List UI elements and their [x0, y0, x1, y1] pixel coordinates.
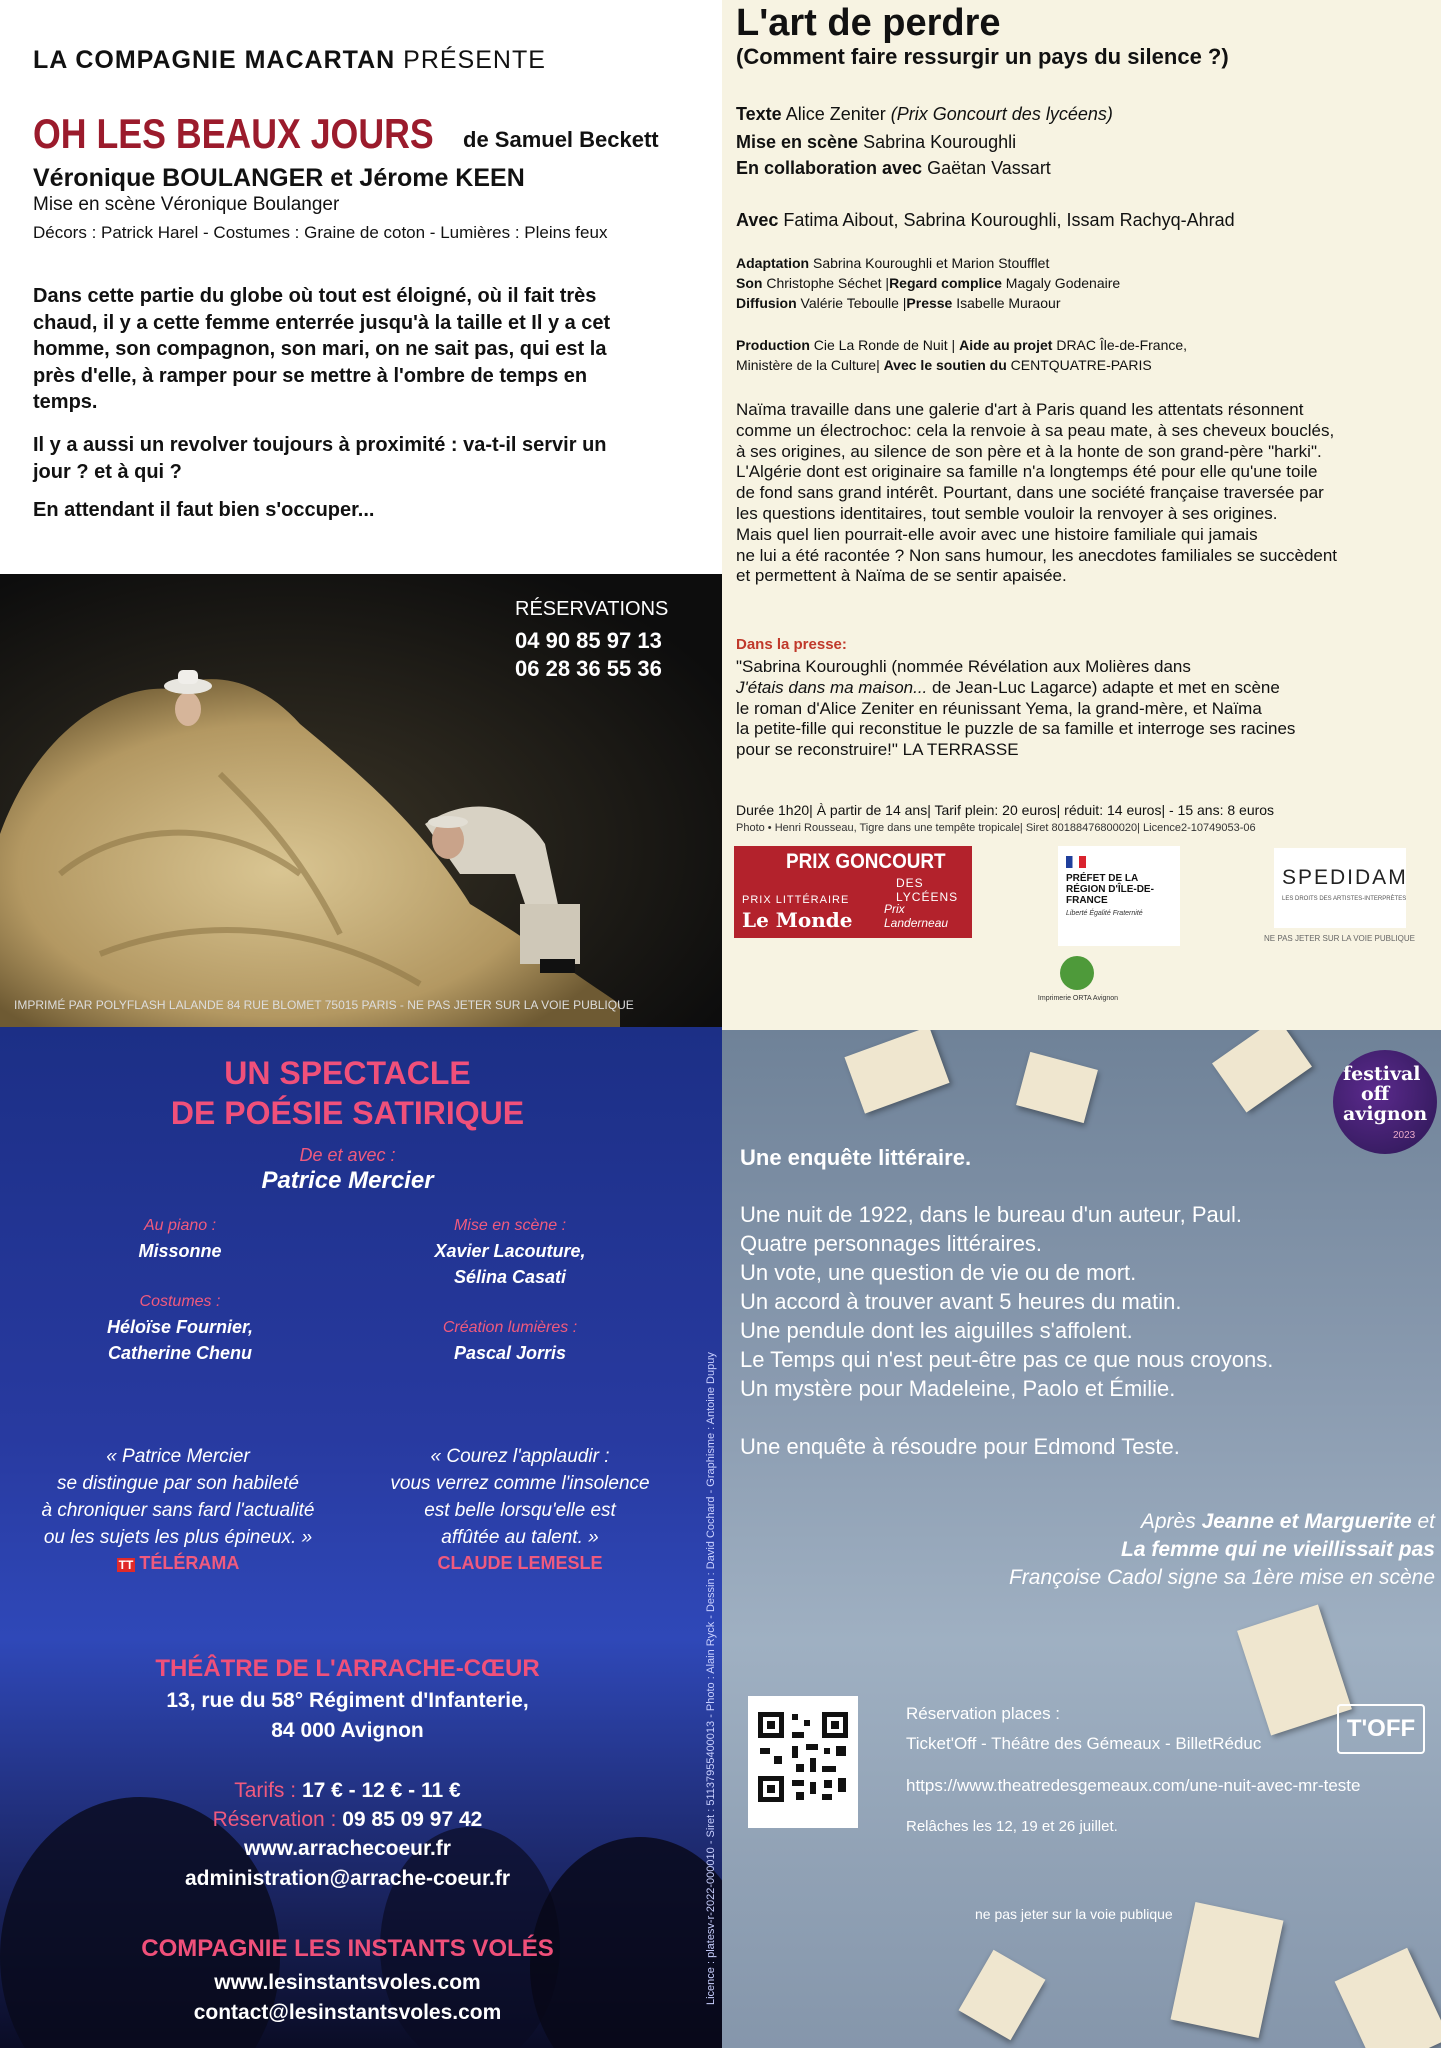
costumes-label: Costumes :: [139, 1293, 221, 1310]
source-telerama: TT TÉLÉRAMA: [118, 1553, 240, 1573]
art-de-perdre-flyer: [722, 0, 1441, 1030]
costumes-value-1: Héloïse Fournier,: [106, 1317, 254, 1337]
mise-label: Mise en scène :: [453, 1217, 567, 1234]
legal-info: Photo • Henri Rousseau, Tigre dans une tempête tropicale| Siret 80188476800020| Licence2-10749053-06: [736, 822, 1256, 834]
printer-credit: Imprimerie ORTA Avignon: [1037, 995, 1119, 1002]
credit-mise: Mise en scène Sabrina Kouroughli: [736, 132, 1017, 152]
show-author: de Samuel Beckett: [463, 127, 659, 152]
qr-code-icon[interactable]: [748, 1696, 858, 1828]
story-line: Une nuit de 1922, dans le bureau d'un auteur, Paul.: [740, 1202, 1243, 1227]
costumes-value-2: Catherine Chenu: [107, 1343, 253, 1363]
credit-adapt: Adaptation Sabrina Kouroughli et Marion Stoufflet: [736, 255, 1050, 271]
reservations-label: RÉSERVATIONS: [515, 598, 669, 620]
source-lemesle: CLAUDE LEMESLE: [437, 1553, 603, 1573]
telerama-tt-icon: TT: [118, 1558, 134, 1572]
theatre-name: THÉÂTRE DE L'ARRACHE-CŒUR: [155, 1655, 540, 1682]
previous-work-2: La femme qui ne vieillissait pas: [1121, 1538, 1435, 1561]
flying-page: [1212, 1030, 1312, 1113]
edmond-line: Une enquête à résoudre pour Edmond Teste.: [740, 1434, 1180, 1459]
compagnie-name: COMPAGNIE LES INSTANTS VOLÉS: [141, 1935, 554, 1962]
flying-page: [1335, 1948, 1441, 2048]
story-line: Le Temps qui n'est peut-être pas ce que nous croyons.: [740, 1347, 1274, 1372]
website-2[interactable]: www.lesinstantsvoles.com: [214, 1971, 481, 1994]
quote-lemesle: « Courez l'applaudir : vous verrez comme l'insolence est belle lorsqu'elle est affûtée au talent. »: [390, 1446, 650, 1548]
website[interactable]: www.arrachecoeur.fr: [244, 1837, 451, 1860]
legal-vertical: Licence : platesv-r-2022-000010 - Siret : 51137955400013 - Photo : Alain Ryck - Dessin : David Cochard - Graphisme : Antoine Dupuy: [705, 1352, 717, 2005]
story-line: Un accord à trouver avant 5 heures du matin.: [740, 1289, 1182, 1314]
address-2: 84 000 Avignon: [271, 1719, 424, 1742]
paragraph-3: En attendant il faut bien s'occuper...: [33, 499, 375, 521]
paragraph-2: Il y a aussi un revolver toujours à proximité : va-t-il servir un jour ? et à qui ?: [33, 434, 607, 483]
email[interactable]: administration@arrache-coeur.fr: [184, 1867, 511, 1890]
printer-notice: IMPRIMÉ PAR POLYFLASH LALANDE 84 RUE BLOMET 75015 PARIS - NE PAS JETER SUR LA VOIE PUBLIQUE: [14, 998, 634, 1012]
actors: Véronique BOULANGER et Jérome KEEN: [33, 164, 525, 192]
credit-production: Production Cie La Ronde de Nuit | Aide au projet DRAC Île-de-France,: [736, 337, 1188, 353]
credit-avec: Avec Fatima Aibout, Sabrina Kouroughli, Issam Rachyq-Ahrad: [736, 210, 1235, 230]
poesie-flyer: [0, 1027, 722, 2048]
phone-2: 06 28 36 55 36: [515, 656, 662, 681]
paragraph-1: Dans cette partie du globe où tout est éloigné, où il fait très chaud, il y a cette femme enterrée jusqu'à la taille et Il y a cet homme, son compagnon, son mari, on ne sait pas, qui est la près d'elle, à ramper pour se mettre à l'ombre de temps en temps.: [33, 285, 611, 413]
reservation: Réservation : 09 85 09 97 42: [212, 1808, 483, 1831]
performer-name: Patrice Mercier: [261, 1167, 434, 1194]
show-title: OH LES BEAUX JOURS: [33, 110, 434, 157]
quote-telerama: « Patrice Mercier se distingue par son habileté à chroniquer sans fard l'actualité ou les sujets les plus épineux. »: [41, 1446, 315, 1548]
imprim-vert-icon: [1060, 956, 1094, 990]
macartan-photo-panel: [0, 574, 722, 1027]
show-subtitle: (Comment faire ressurgir un pays du silence ?): [736, 44, 1229, 69]
flying-page: [844, 1030, 949, 1114]
story-line: Une pendule dont les aiguilles s'affolent.: [740, 1318, 1133, 1343]
reservation-label: Réservation places :: [906, 1704, 1061, 1723]
piano-value: Missonne: [138, 1241, 222, 1261]
company-name: LA COMPAGNIE MACARTAN PRÉSENTE: [33, 46, 546, 74]
reservation-where: Ticket'Off - Théâtre des Gémeaux - BilletRéduc: [906, 1734, 1262, 1753]
ne-pas-jeter-notice: ne pas jeter sur la voie publique: [975, 1906, 1173, 1922]
address-1: 13, rue du 58° Régiment d'Infanterie,: [166, 1689, 529, 1712]
mise-value-2: Sélina Casati: [453, 1267, 567, 1287]
piano-label: Au piano :: [143, 1217, 217, 1234]
mise-value-1: Xavier Lacouture,: [434, 1241, 586, 1261]
ne-pas-jeter-notice: NE PAS JETER SUR LA VOIE PUBLIQUE: [1264, 934, 1416, 943]
credit-collab: En collaboration avec Gaëtan Vassart: [736, 158, 1051, 178]
practical-info: Durée 1h20| À partir de 14 ans| Tarif plein: 20 euros| réduit: 14 euros| - 15 ans: 8 euros: [736, 802, 1275, 818]
credit-diffusion: Diffusion Valérie Teboulle |Presse Isabelle Muraour: [736, 295, 1061, 311]
credit-soutien: Ministère de la Culture| Avec le soutien du CENTQUATRE-PARIS: [736, 357, 1152, 373]
reservation-url[interactable]: https://www.theatredesgemeaux.com/une-nuit-avec-mr-teste: [906, 1776, 1361, 1795]
director-line: Françoise Cadol signe sa 1ère mise en scène: [1008, 1566, 1435, 1589]
macartan-flyer: [0, 0, 722, 574]
show-title: L'art de perdre: [736, 2, 1001, 44]
festival-off-avignon-logo: festival off avignon 2023: [1333, 1050, 1437, 1154]
story-line: Quatre personnages littéraires.: [740, 1231, 1043, 1256]
relaches: Relâches les 12, 19 et 26 juillet.: [906, 1818, 1118, 1835]
prefet-logo: PRÉFET DE LA RÉGION D'ÎLE-DE-FRANCE Liberté Égalité Fraternité: [1058, 846, 1180, 946]
previous-works: Après Jeanne et Marguerite et: [1140, 1510, 1435, 1533]
credit-texte: Texte Alice Zeniter (Prix Goncourt des lycéens): [736, 104, 1113, 124]
flying-page: [1237, 1605, 1352, 1736]
flying-page: [1016, 1052, 1098, 1123]
lumieres-value: Pascal Jorris: [453, 1343, 567, 1363]
credits: Décors : Patrick Harel - Costumes : Graine de coton - Lumières : Pleins feux: [33, 223, 608, 242]
story-line: Un vote, une question de vie ou de mort.: [740, 1260, 1137, 1285]
french-flag-icon: [1066, 856, 1086, 868]
de-et-avec-label: De et avec :: [299, 1145, 396, 1165]
headline-1: UN SPECTACLE: [224, 1055, 471, 1091]
phone-1: 04 90 85 97 13: [515, 628, 662, 653]
headline-2: DE POÉSIE SATIRIQUE: [170, 1095, 525, 1131]
director: Mise en scène Véronique Boulanger: [33, 194, 340, 215]
presente-label: PRÉSENTE: [403, 46, 546, 74]
toff-logo: T'OFF: [1337, 1704, 1425, 1754]
spedidam-logo: SPEDIDAM LES DROITS DES ARTISTES-INTERPRÈTES: [1274, 848, 1406, 928]
flying-page: [1171, 1902, 1284, 2038]
prix-goncourt-logo: PRIX GONCOURT DES LYCÉENS PRIX LITTÉRAIRE Le Monde Prix Landerneau: [734, 846, 972, 938]
credit-son: Son Christophe Séchet |Regard complice Magaly Godenaire: [736, 275, 1121, 291]
lumieres-label: Création lumières :: [442, 1319, 578, 1336]
flying-page: [959, 1950, 1046, 2041]
enquete-heading: Une enquête littéraire.: [740, 1145, 972, 1170]
synopsis: Naïma travaille dans une galerie d'art à Paris quand les attentats résonnent comme un électrochoc: cela la renvoie à sa peau mate, à ses cheveux bouclés, à ses origines, au silence de son père et à la honte de son grand-père "harki". L'Algérie dont est originaire sa famille n'a longtemps été pour elle qu'une toile de fond sans grand intérêt. Pourtant, dans une société française traversée par les questions identitaires, tout semble vouloir la renvoyer à ses origines. Mais quel lien pourrait-elle avoir avec une histoire familiale qui jamais ne lui a été racontée ? Non sans humour, les anecdotes familiales se succèdent et permettent à Naïma de se sentir apaisée.: [736, 400, 1338, 586]
press-quote: "Sabrina Kouroughli (nommée Révélation aux Molières dans J'étais dans ma maison... de Jean-Luc Lagarce) adapte et met en scène le roman d'Alice Zeniter en réunissant Yema, la grand-mère, et Naïma la petite-fille qui reconstitue le puzzle de sa famille et interroge ses racines pour se reconstruire!" LA TERRASSE: [736, 657, 1296, 760]
story-line: Un mystère pour Madeleine, Paolo et Émilie.: [740, 1376, 1176, 1401]
press-heading: Dans la presse:: [736, 636, 847, 653]
email-2[interactable]: contact@lesinstantsvoles.com: [193, 2001, 502, 2024]
tarifs: Tarifs : 17 € - 12 € - 11 €: [234, 1779, 461, 1802]
